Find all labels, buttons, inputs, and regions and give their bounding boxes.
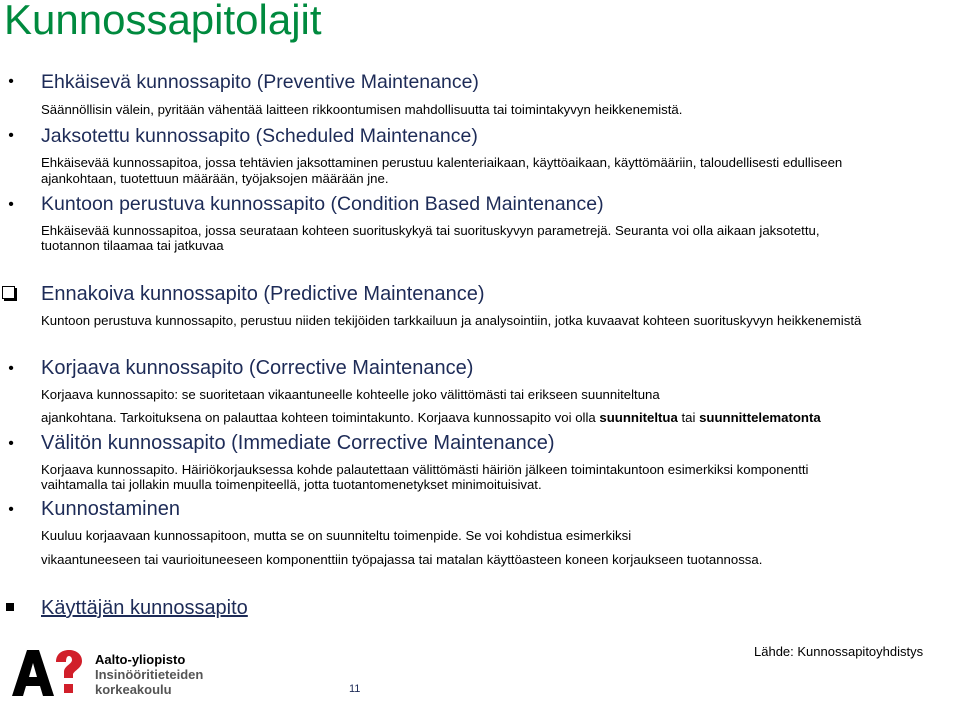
bullet-dot: • — [8, 73, 14, 90]
section-text-predictive: Kuntoon perustuva kunnossapito, perustuu niiden tekijöiden tarkkailuun ja analysointiin, jotka kuvaavat kohteen suorituskyvyn heikkenemistä — [41, 313, 862, 328]
section-heading-restoration: Kunnostaminen — [41, 498, 180, 520]
section-text-preventive: Säännöllisin välein, pyritään vähentää laitteen rikkoontumisen mahdollisuutta tai toimintakyvyn heikkenemistä. — [41, 102, 683, 117]
source-citation: Lähde: Kunnossapitoyhdistys — [754, 644, 924, 659]
logo-school-name-2: korkeakoulu — [95, 682, 172, 697]
square-bullet-icon — [6, 603, 14, 611]
page-title: Kunnossapitolajit — [4, 0, 322, 43]
bullet-dot: • — [8, 501, 14, 518]
section-text-scheduled: Ehkäisevää kunnossapitoa, jossa tehtävien jaksottaminen perustuu kalenteriaikaan, käyttöaikaan, käyttömääriin, taloudellisesti edulliseen — [41, 155, 843, 170]
logo-university-name: Aalto-yliopisto — [95, 652, 186, 667]
section-heading-predictive: Ennakoiva kunnossapito (Predictive Maintenance) — [41, 283, 485, 305]
section-text-restoration: Kuuluu korjaavaan kunnossapitoon, mutta se on suunniteltu toimenpide. Se voi kohdistua esimerkiksi — [41, 528, 632, 543]
section-heading-operator-maintenance: Käyttäjän kunnossapito — [41, 597, 248, 619]
bullet-dot: • — [8, 435, 14, 452]
section-text-corrective-2: ajankohtana. Tarkoituksena on palauttaa kohteen toimintakunto. Korjaava kunnossapito voi olla suunniteltua tai suunnittelematonta — [41, 410, 821, 425]
section-text-condition-based-2: tuotannon tilaamaa tai jatkuvaa — [41, 238, 224, 253]
bullet-dot: • — [8, 360, 14, 377]
section-text-condition-based: Ehkäisevää kunnossapitoa, jossa seurataan kohteen suorituskykyä tai suorituskyvyn parametrejä. Seuranta voi olla aikaan jaksotettu, — [41, 223, 820, 238]
section-heading-preventive: Ehkäisevä kunnossapito (Preventive Maintenance) — [41, 71, 479, 93]
bullet-dot: • — [8, 196, 14, 213]
section-heading-immediate: Välitön kunnossapito (Immediate Corrective Maintenance) — [41, 432, 555, 454]
page-number: 11 — [349, 683, 361, 695]
section-heading-scheduled: Jaksotettu kunnossapito (Scheduled Maintenance) — [41, 125, 478, 147]
section-text-corrective: Korjaava kunnossapito: se suoritetaan vikaantuneelle kohteelle joko välittömästi tai erikseen suunniteltuna — [41, 387, 660, 402]
section-heading-corrective: Korjaava kunnossapito (Corrective Maintenance) — [41, 357, 474, 379]
section-heading-condition-based: Kuntoon perustuva kunnossapito (Condition Based Maintenance) — [41, 193, 604, 215]
section-text-scheduled-2: ajankohtaan, tuotettuun määrään, työjaksojen määrään jne. — [41, 171, 389, 186]
section-text-immediate: Korjaava kunnossapito. Häiriökorjauksessa kohde palautettaan välittömästi häiriön jälkeen toimintakuntoon esimerkiksi komponentti — [41, 462, 809, 477]
section-text-restoration-2: vikaantuneeseen tai vaurioituneeseen komponenttiin työpajassa tai matalan käyttöasteen koneen korjaukseen tuotannossa. — [41, 552, 763, 567]
aalto-logo-icon — [12, 650, 84, 696]
bullet-dot: • — [8, 127, 14, 144]
section-text-immediate-2: vaihtamalla tai jollakin muulla toimenpiteellä, jotta tuotantomenetykset minimoituisivat. — [41, 477, 542, 492]
logo-school-name-1: Insinööritieteiden — [95, 667, 204, 682]
checkbox-bullet-icon — [2, 286, 15, 299]
